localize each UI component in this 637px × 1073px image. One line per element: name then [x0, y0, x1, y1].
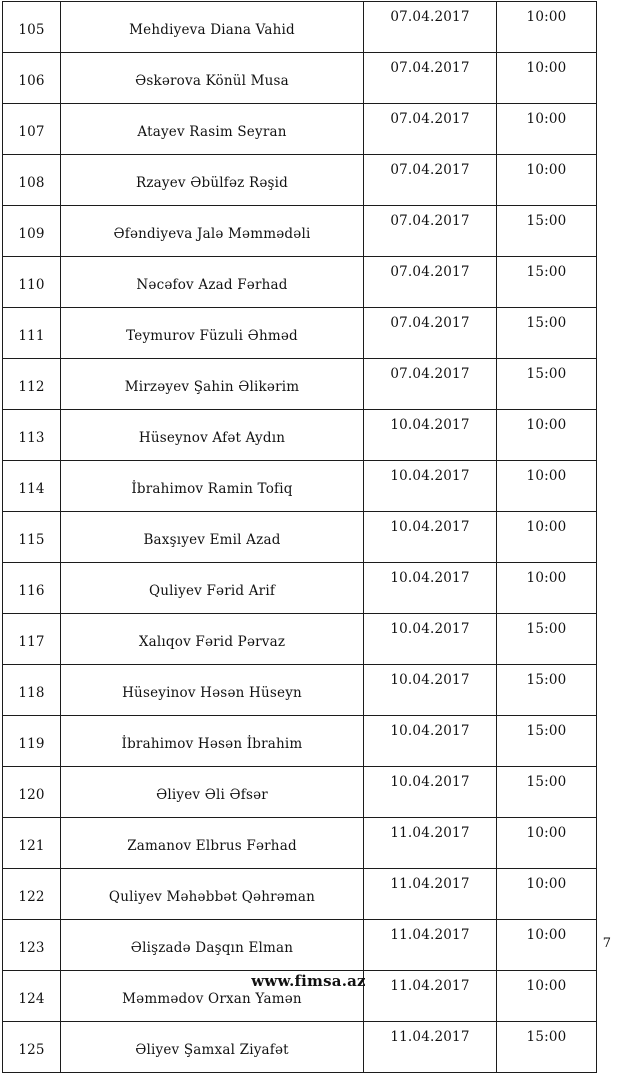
- row-number-cell: 114: [3, 461, 61, 512]
- appointment-date-cell: 07.04.2017: [364, 359, 497, 410]
- appointment-date-cell: 10.04.2017: [364, 716, 497, 767]
- appointment-time-cell: 15:00: [497, 257, 597, 308]
- table-row: [3, 512, 597, 563]
- appointment-date-cell: 07.04.2017: [364, 257, 497, 308]
- appointment-time-cell: 10:00: [497, 53, 597, 104]
- person-name-cell: İbrahimov Həsən İbrahim: [61, 716, 364, 767]
- table-row: [3, 665, 597, 716]
- table-row: [3, 308, 597, 359]
- person-name-cell: İbrahimov Ramin Tofiq: [61, 461, 364, 512]
- table-row: [3, 155, 597, 206]
- appointment-time-cell: 10:00: [497, 920, 597, 971]
- row-number-cell: 119: [3, 716, 61, 767]
- table-row: [3, 614, 597, 665]
- row-number-cell: 124: [3, 971, 61, 1022]
- person-name-cell: Əliyev Şamxal Ziyafət: [61, 1022, 364, 1073]
- appointment-time-cell: 10:00: [497, 971, 597, 1022]
- person-name-cell: Quliyev Məhəbbət Qəhrəman: [61, 869, 364, 920]
- appointment-date-cell: 07.04.2017: [364, 2, 497, 53]
- table-row: [3, 920, 597, 971]
- appointment-time-cell: 15:00: [497, 614, 597, 665]
- person-name-cell: Teymurov Füzuli Əhməd: [61, 308, 364, 359]
- row-number-cell: 116: [3, 563, 61, 614]
- row-number-cell: 123: [3, 920, 61, 971]
- row-number-cell: 105: [3, 2, 61, 53]
- appointment-date-cell: 10.04.2017: [364, 512, 497, 563]
- appointment-date-cell: 07.04.2017: [364, 155, 497, 206]
- row-number-cell: 113: [3, 410, 61, 461]
- person-name-cell: Mehdiyeva Diana Vahid: [61, 2, 364, 53]
- row-number-cell: 111: [3, 308, 61, 359]
- row-number-cell: 118: [3, 665, 61, 716]
- appointment-time-cell: 15:00: [497, 308, 597, 359]
- person-name-cell: Quliyev Fərid Arif: [61, 563, 364, 614]
- person-name-cell: Əliyev Əli Əfsər: [61, 767, 364, 818]
- appointment-time-cell: 15:00: [497, 716, 597, 767]
- person-name-cell: Əfəndiyeva Jalə Məmmədəli: [61, 206, 364, 257]
- appointment-schedule-table: [2, 1, 597, 1073]
- appointment-date-cell: 11.04.2017: [364, 920, 497, 971]
- person-name-cell: Məmmədov Orxan Yamən: [61, 971, 364, 1022]
- appointment-time-cell: 15:00: [497, 767, 597, 818]
- appointment-date-cell: 10.04.2017: [364, 461, 497, 512]
- appointment-time-cell: 10:00: [497, 461, 597, 512]
- person-name-cell: Əskərova Könül Musa: [61, 53, 364, 104]
- appointment-time-cell: 10:00: [497, 104, 597, 155]
- row-number-cell: 108: [3, 155, 61, 206]
- row-number-cell: 121: [3, 818, 61, 869]
- row-number-cell: 117: [3, 614, 61, 665]
- appointment-date-cell: 10.04.2017: [364, 614, 497, 665]
- table-row: [3, 461, 597, 512]
- appointment-time-cell: 15:00: [497, 1022, 597, 1073]
- appointment-date-cell: 11.04.2017: [364, 971, 497, 1022]
- page-number: 7: [602, 936, 611, 951]
- person-name-cell: Hüseyinov Həsən Hüseyn: [61, 665, 364, 716]
- row-number-cell: 122: [3, 869, 61, 920]
- row-number-cell: 106: [3, 53, 61, 104]
- table-row: [3, 206, 597, 257]
- person-name-cell: Xalıqov Fərid Pərvaz: [61, 614, 364, 665]
- person-name-cell: Zamanov Elbrus Fərhad: [61, 818, 364, 869]
- appointment-date-cell: 07.04.2017: [364, 104, 497, 155]
- row-number-cell: 125: [3, 1022, 61, 1073]
- appointment-date-cell: 11.04.2017: [364, 818, 497, 869]
- appointment-time-cell: 10:00: [497, 869, 597, 920]
- appointment-time-cell: 10:00: [497, 563, 597, 614]
- table-row: [3, 563, 597, 614]
- table-row: [3, 53, 597, 104]
- person-name-cell: Əlişzadə Daşqın Elman: [61, 920, 364, 971]
- person-name-cell: Hüseynov Afət Aydın: [61, 410, 364, 461]
- row-number-cell: 110: [3, 257, 61, 308]
- appointment-time-cell: 10:00: [497, 410, 597, 461]
- appointment-date-cell: 07.04.2017: [364, 206, 497, 257]
- appointment-time-cell: 10:00: [497, 2, 597, 53]
- appointment-date-cell: 10.04.2017: [364, 563, 497, 614]
- table-row: [3, 818, 597, 869]
- appointment-date-cell: 10.04.2017: [364, 410, 497, 461]
- row-number-cell: 109: [3, 206, 61, 257]
- table-row: [3, 767, 597, 818]
- appointment-time-cell: 15:00: [497, 206, 597, 257]
- table-row: [3, 257, 597, 308]
- appointment-date-cell: 07.04.2017: [364, 308, 497, 359]
- appointment-date-cell: 10.04.2017: [364, 767, 497, 818]
- table-row: [3, 104, 597, 155]
- row-number-cell: 120: [3, 767, 61, 818]
- person-name-cell: Atayev Rasim Seyran: [61, 104, 364, 155]
- table-row: [3, 410, 597, 461]
- appointment-time-cell: 10:00: [497, 818, 597, 869]
- row-number-cell: 115: [3, 512, 61, 563]
- appointment-date-cell: 11.04.2017: [364, 869, 497, 920]
- table-row: [3, 1022, 597, 1073]
- table-row: [3, 359, 597, 410]
- person-name-cell: Rzayev Əbülfəz Rəşid: [61, 155, 364, 206]
- appointment-time-cell: 15:00: [497, 359, 597, 410]
- table-row: [3, 716, 597, 767]
- person-name-cell: Nəcəfov Azad Fərhad: [61, 257, 364, 308]
- appointment-date-cell: 11.04.2017: [364, 1022, 497, 1073]
- person-name-cell: Baxşıyev Emil Azad: [61, 512, 364, 563]
- person-name-cell: Mirzəyev Şahin Əlikərim: [61, 359, 364, 410]
- row-number-cell: 107: [3, 104, 61, 155]
- appointment-time-cell: 15:00: [497, 665, 597, 716]
- appointment-time-cell: 10:00: [497, 155, 597, 206]
- row-number-cell: 112: [3, 359, 61, 410]
- website-footer-text: www.fimsa.az: [251, 972, 366, 990]
- schedule-table-body: [3, 2, 597, 1073]
- appointment-time-cell: 10:00: [497, 512, 597, 563]
- appointment-date-cell: 10.04.2017: [364, 665, 497, 716]
- table-row: [3, 2, 597, 53]
- table-row: [3, 869, 597, 920]
- appointment-date-cell: 07.04.2017: [364, 53, 497, 104]
